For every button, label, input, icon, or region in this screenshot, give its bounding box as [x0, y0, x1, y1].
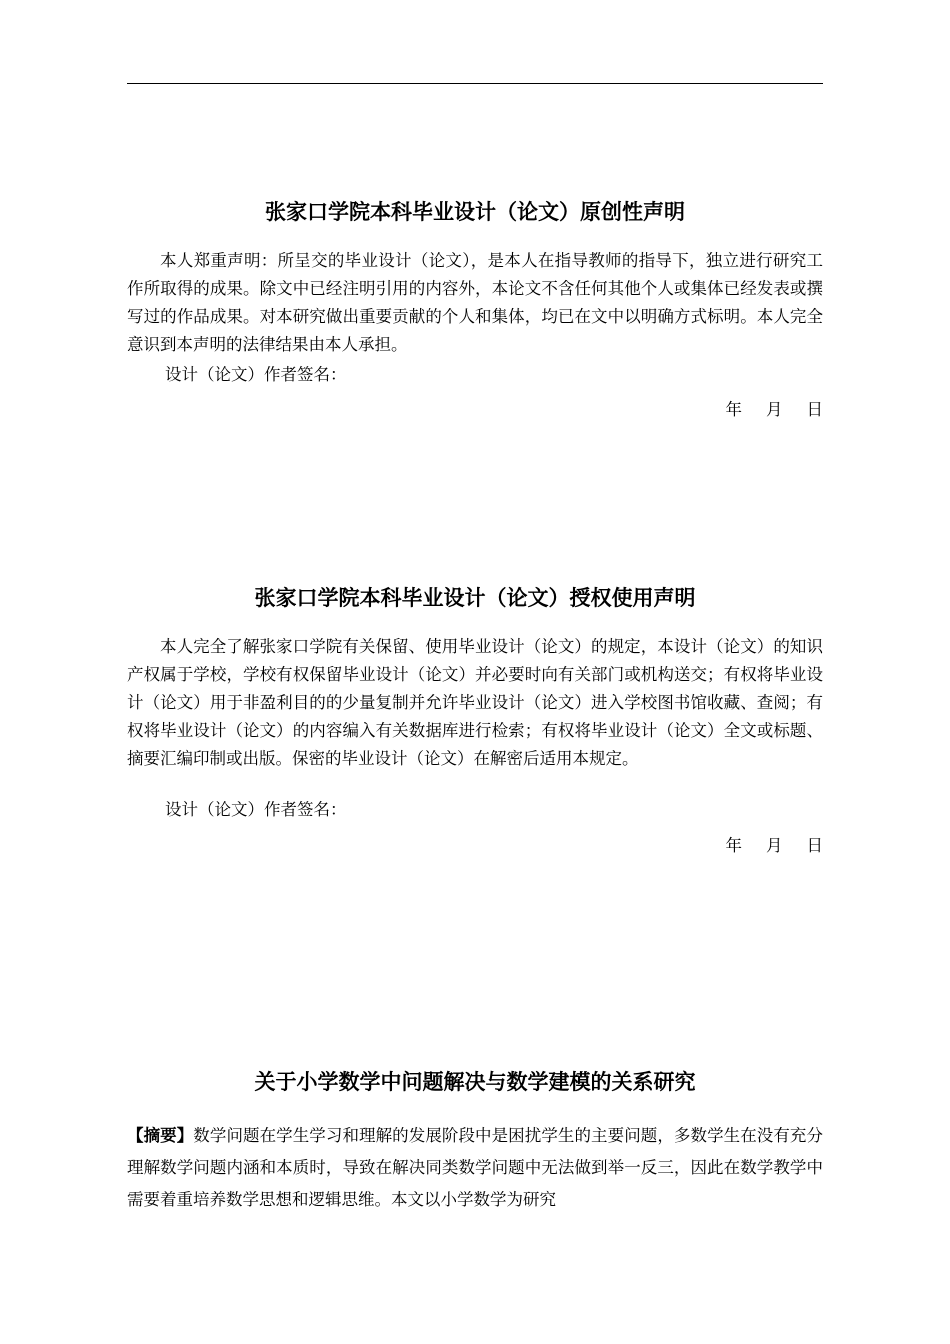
- date-year: 年: [725, 400, 742, 419]
- date-year: 年: [725, 836, 742, 855]
- date-day: 日: [806, 836, 823, 855]
- date-month: 月: [766, 400, 783, 419]
- abstract-label: 【摘要】: [127, 1126, 194, 1145]
- authorization-statement-body: 本人完全了解张家口学院有关保留、使用毕业设计（论文）的规定，本设计（论文）的知识产权属于学校，学校有权保留毕业设计（论文）并必要时向有关部门或机构送交；有权将毕业设计（论文）用于非盈利目的的少量复制并允许毕业设计（论文）进入学校图书馆收藏、查阅；有权将毕业设计（论文）的内容编入有关数据库进行检索；有权将毕业设计（论文）全文或标题、摘要汇编印制或出版。保密的毕业设计（论文）在解密后适用本规定。: [127, 637, 823, 768]
- date-day: 日: [806, 400, 823, 419]
- originality-signature-label: 设计（论文）作者签名：: [165, 365, 347, 384]
- header-rule: [127, 83, 823, 84]
- abstract-text: 数学问题在学生学习和理解的发展阶段中是困扰学生的主要问题，多数学生在没有充分理解数学问题内涵和本质时，导致在解决同类数学问题中无法做到举一反三，因此在数学教学中需要着重培养数学思想和逻辑思维。本文以小学数学为研究: [127, 1126, 824, 1209]
- abstract-paragraph: [127, 1120, 823, 1216]
- authorization-date-line: [127, 832, 823, 860]
- originality-statement-title: 张家口学院本科毕业设计（论文）原创性声明: [265, 200, 685, 224]
- authorization-statement-title: 张家口学院本科毕业设计（论文）授权使用声明: [254, 586, 696, 610]
- originality-date-line: [127, 396, 823, 424]
- date-month: 月: [766, 836, 783, 855]
- authorization-signature-label: 设计（论文）作者签名：: [165, 800, 347, 819]
- paper-title: 关于小学数学中问题解决与数学建模的关系研究: [254, 1070, 696, 1094]
- originality-statement-body: 本人郑重声明：所呈交的毕业设计（论文），是本人在指导教师的指导下，独立进行研究工作所取得的成果。除文中已经注明引用的内容外，本论文不含任何其他个人或集体已经发表或撰写过的作品成果。对本研究做出重要贡献的个人和集体，均已在文中以明确方式标明。本人完全意识到本声明的法律结果由本人承担。: [127, 251, 823, 354]
